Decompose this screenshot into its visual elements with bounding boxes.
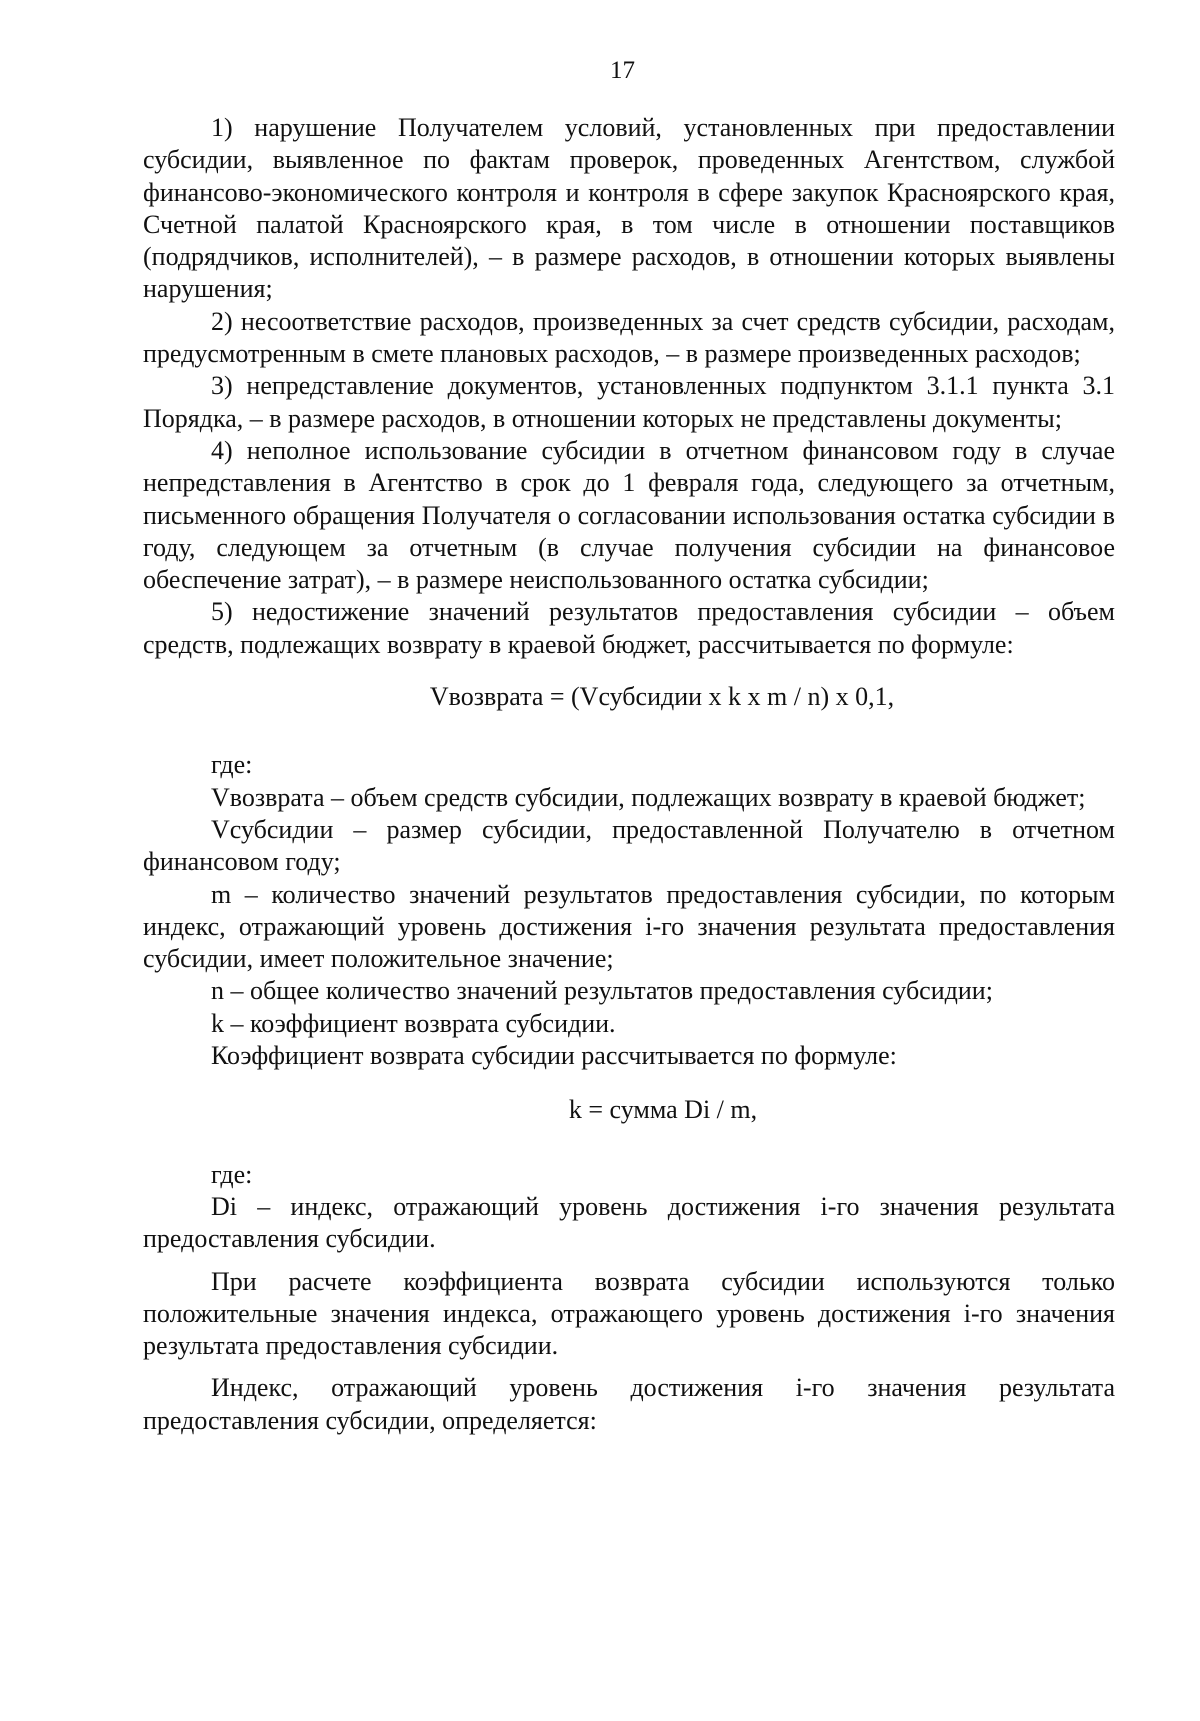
where-label: где: bbox=[211, 750, 253, 780]
paragraph-index-definition: Индекс, отражающий уровень достижения i-го значения результата предоставления субсидии, определяется: bbox=[143, 1373, 1115, 1435]
document-body bbox=[143, 112, 1115, 1437]
page-number: 17 bbox=[610, 57, 635, 84]
definition-di: Di – индекс, отражающий уровень достижения i-го значения результата предоставления субсидии. bbox=[143, 1191, 1115, 1254]
definition-n: n – общее количество значений результатов предоставления субсидии; bbox=[211, 976, 993, 1006]
definition-v-return: Vвозврата – объем средств субсидии, подлежащих возврату в краевой бюджет; bbox=[211, 782, 1086, 812]
paragraph-item-2: 2) несоответствие расходов, произведенных за счет средств субсидии, расходам, предусмотренным в смете плановых расходов, – в размере произведенных расходов; bbox=[143, 306, 1115, 369]
definition-v-subsidy: Vсубсидии – размер субсидии, предоставленной Получателю в отчетном финансовом году; bbox=[143, 814, 1115, 877]
formula-return-volume: Vвозврата = (Vсубсидии x k x m / n) x 0,1, bbox=[429, 682, 895, 712]
coefficient-intro: Коэффициент возврата субсидии рассчитывается по формуле: bbox=[211, 1041, 897, 1071]
paragraph-item-4: 4) неполное использование субсидии в отчетном финансовом году в случае непредставления в Агентство в срок до 1 февраля года, следующего за отчетным, письменного обращения Получателя о согласовании использования остатка субсидии в году, следующем за отчетным (в случае получения субсидии на финансовое обеспечение затрат), – в размере неиспользованного остатка субсидии; bbox=[143, 435, 1115, 595]
where-label-2: где: bbox=[211, 1159, 253, 1189]
paragraph-positive-values: При расчете коэффициента возврата субсидии используются только положительные значения индекса, отражающего уровень достижения i-го значения результата предоставления субсидии. bbox=[143, 1266, 1115, 1361]
definition-m: m – количество значений результатов предоставления субсидии, по которым индекс, отражающий уровень достижения i-го значения результата предоставления субсидии, имеет положительное значение; bbox=[143, 879, 1115, 974]
paragraph-item-1: 1) нарушение Получателем условий, установленных при предоставлении субсидии, выявленное по фактам проверок, проведенных Агентством, службой финансово-экономического контроля и контроля в сфере закупок Красноярского края, Счетной палатой Красноярского края, в том числе в отношении поставщиков (подрядчиков, исполнителей), – в размере расходов, в отношении которых выявлены нарушения; bbox=[143, 113, 1115, 304]
paragraph-item-3: 3) непредставление документов, установленных подпунктом 3.1.1 пункта 3.1 Порядка, – в размере расходов, в отношении которых не представлены документы; bbox=[143, 371, 1115, 433]
formula-coefficient: k = сумма Di / m, bbox=[568, 1095, 758, 1125]
definition-k: k – коэффициент возврата субсидии. bbox=[211, 1008, 616, 1038]
paragraph-item-5: 5) недостижение значений результатов предоставления субсидии – объем средств, подлежащих возврату в краевой бюджет, рассчитывается по формуле: bbox=[143, 597, 1115, 659]
